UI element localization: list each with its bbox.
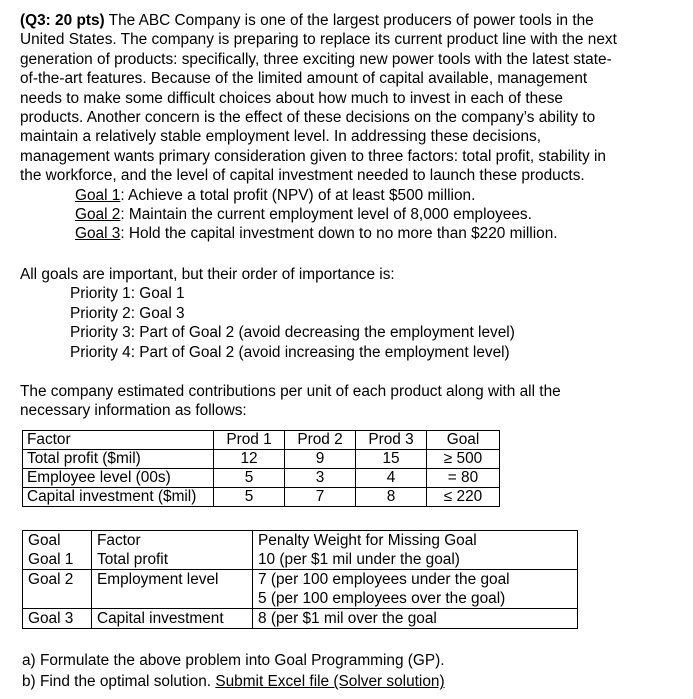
- table-cell: 8: [356, 488, 427, 507]
- question-page: [20, 11, 680, 691]
- intro-line: management wants primary consideration given to three factors: total profit, stability in: [20, 147, 606, 165]
- table-cell: Total profit: [92, 550, 253, 570]
- priority-list: [20, 284, 680, 362]
- table-cell: 5: [214, 469, 285, 488]
- goal-3-text: : Hold the capital investment down to no more than $220 million.: [120, 225, 558, 243]
- task-list: [22, 650, 445, 693]
- intro-line: products. Another concern is the effect of these decisions on the company’s ability to: [20, 109, 596, 127]
- table-cell: Goal 2: [23, 570, 92, 609]
- table-header-row: [23, 531, 578, 551]
- table-header: Prod 2: [285, 431, 356, 450]
- question-intro: [20, 11, 680, 186]
- table-cell: Goal 3: [23, 609, 92, 629]
- table-header: Prod 3: [356, 431, 427, 450]
- intro-line: United States. The company is preparing to replace its current product line with the next: [20, 31, 617, 49]
- table-row: [23, 550, 578, 570]
- table-header: Factor: [92, 531, 253, 551]
- table-cell: [253, 570, 578, 609]
- task-a: a) Formulate the above problem into Goal Programming (GP).: [22, 652, 445, 669]
- estimate-line: The company estimated contributions per unit of each product along with all the: [20, 382, 561, 400]
- table-header: Goal: [23, 531, 92, 551]
- penalty-line: 7 (per 100 employees under the goal: [258, 571, 510, 588]
- table-header: Factor: [23, 431, 214, 450]
- table-cell: ≥ 500: [427, 450, 500, 469]
- table-cell: Goal 1: [23, 550, 92, 570]
- priority-item: Priority 4: Part of Goal 2 (avoid increasing the employment level): [70, 343, 510, 361]
- table-cell: 12: [214, 450, 285, 469]
- task-b-text: b) Find the optimal solution.: [22, 673, 216, 691]
- table-cell: Capital investment ($mil): [23, 488, 214, 507]
- intro-line: generation of products: specifically, three exciting new power tools with the latest state-: [20, 50, 612, 68]
- table-cell: Capital investment: [92, 609, 253, 629]
- table-cell: 4: [356, 469, 427, 488]
- table-cell: ≤ 220: [427, 488, 500, 507]
- table-cell: Total profit ($mil): [23, 450, 214, 469]
- intro-line: maintain a relatively stable employment level. In addressing these decisions,: [20, 128, 541, 146]
- intro-line: the workforce, and the level of capital investment needed to launch these products.: [20, 167, 585, 185]
- estimate-line: necessary information as follows:: [20, 402, 247, 420]
- table-cell: 3: [285, 469, 356, 488]
- table-cell: 5: [214, 488, 285, 507]
- table-cell: 10 (per $1 mil under the goal): [253, 550, 578, 570]
- table-header: Goal: [427, 431, 500, 450]
- priority-item: Priority 3: Part of Goal 2 (avoid decreasing the employment level): [70, 324, 515, 342]
- table-cell: 15: [356, 450, 427, 469]
- intro-line: of-the-art features. Because of the limited amount of capital available, management: [20, 70, 588, 88]
- table-header: Prod 1: [214, 431, 285, 450]
- goal-1-name: Goal 1: [75, 186, 121, 204]
- penalty-table: [22, 530, 578, 629]
- table-cell: Employee level (00s): [23, 469, 214, 488]
- question-label: (Q3: 20 pts): [20, 12, 105, 29]
- table-header-row: [23, 431, 500, 450]
- table-cell: 7: [285, 488, 356, 507]
- priority-item: Priority 2: Goal 3: [70, 304, 185, 322]
- goal-2-text: : Maintain the current employment level of 8,000 employees.: [120, 206, 532, 224]
- table-cell: = 80: [427, 469, 500, 488]
- intro-line: The ABC Company is one of the largest producers of power tools in the: [108, 12, 594, 29]
- table-row: [23, 488, 500, 507]
- goal-3-name: Goal 3: [75, 225, 121, 243]
- table-row: [23, 570, 578, 609]
- goal-2-name: Goal 2: [75, 206, 121, 224]
- table-row: [23, 609, 578, 629]
- priority-item: Priority 1: Goal 1: [70, 285, 185, 303]
- table-header: Penalty Weight for Missing Goal: [253, 531, 578, 551]
- table-cell: Employment level: [92, 570, 253, 609]
- submit-excel-link[interactable]: Submit Excel file (Solver solution): [215, 673, 445, 691]
- table-row: [23, 450, 500, 469]
- priority-heading: All goals are important, but their order of importance is:: [20, 265, 395, 283]
- contributions-table: [22, 430, 500, 507]
- estimate-text: [20, 382, 680, 421]
- table-cell: 9: [285, 450, 356, 469]
- task-b: [22, 671, 445, 692]
- table-row: [23, 469, 500, 488]
- table-cell: 8 (per $1 mil over the goal: [253, 609, 578, 629]
- intro-line: needs to make some difficult choices about how much to invest in each of these: [20, 89, 563, 107]
- goal-1-text: : Achieve a total profit (NPV) of at least $500 million.: [120, 186, 476, 204]
- penalty-line: 5 (per 100 employees over the goal): [258, 590, 506, 607]
- goal-list: [20, 186, 680, 244]
